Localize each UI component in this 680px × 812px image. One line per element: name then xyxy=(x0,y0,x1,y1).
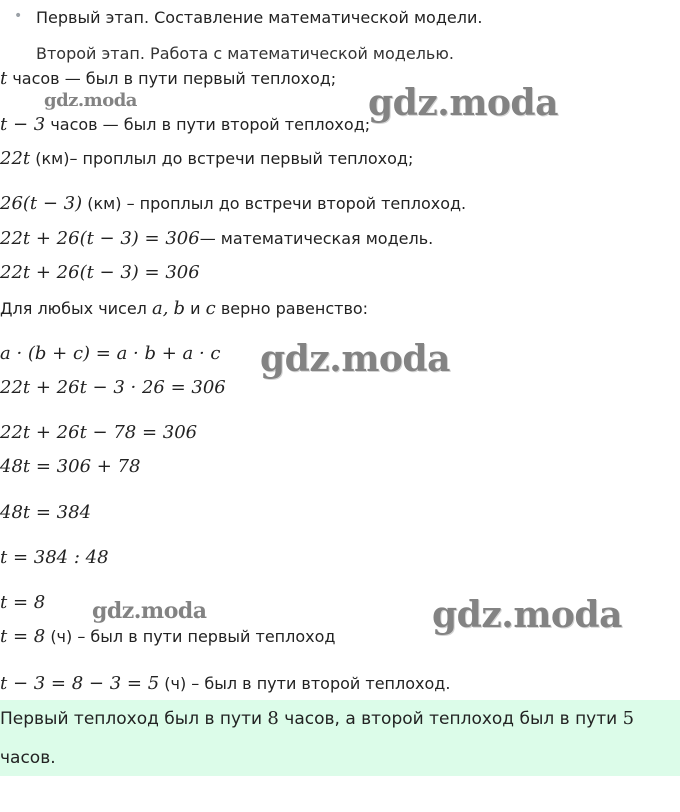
watermark-small-1: gdz.moda xyxy=(44,90,137,111)
line-11: 48t = 306 + 78 xyxy=(0,456,141,477)
line-10: 22t + 26t − 78 = 306 xyxy=(0,422,198,443)
line-15: t = 8 (ч) – был в пути первый теплоход xyxy=(0,626,336,647)
stage-2-heading-cut: Второй этап. Работа с математической моделью. xyxy=(36,44,454,63)
line-2: t − 3 часов — был в пути второй теплоход; xyxy=(0,114,371,135)
line-9: 22t + 26t − 3 · 26 = 306 xyxy=(0,377,226,398)
line-5: 22t + 26(t − 3) = 306— математическая модель. xyxy=(0,228,434,249)
line-6: 22t + 26(t − 3) = 306 xyxy=(0,262,200,283)
answer-box xyxy=(0,700,680,776)
line-16: t − 3 = 8 − 3 = 5 (ч) – был в пути второй теплоход. xyxy=(0,673,451,694)
line-4: 26(t − 3) (км) – проплыл до встречи второй теплоход. xyxy=(0,193,467,214)
line-12: 48t = 384 xyxy=(0,502,92,523)
line-7: Для любых чисел a, b и c верно равенство: xyxy=(0,298,369,319)
watermark-large-2: gdz.moda xyxy=(260,338,450,380)
line-8: a · (b + c) = a · b + a · c xyxy=(0,343,221,364)
stage-1-heading: Первый этап. Составление математической модели. xyxy=(36,8,483,27)
line-14: t = 8 xyxy=(0,592,46,613)
line-1: t часов — был в пути первый теплоход; xyxy=(0,68,337,89)
watermark-large-1: gdz.moda xyxy=(368,82,558,124)
watermark-small-2: gdz.moda xyxy=(92,598,207,624)
line-3: 22t (км)– проплыл до встречи первый теплоход; xyxy=(0,148,414,169)
answer-line-2: часов. xyxy=(0,748,56,768)
watermark-large-3: gdz.moda xyxy=(432,594,622,636)
bullet-dot: • xyxy=(14,8,23,24)
line-13: t = 384 : 48 xyxy=(0,547,109,568)
answer-line-1: Первый теплоход был в пути 8 часов, а второй теплоход был в пути 5 xyxy=(0,708,635,729)
